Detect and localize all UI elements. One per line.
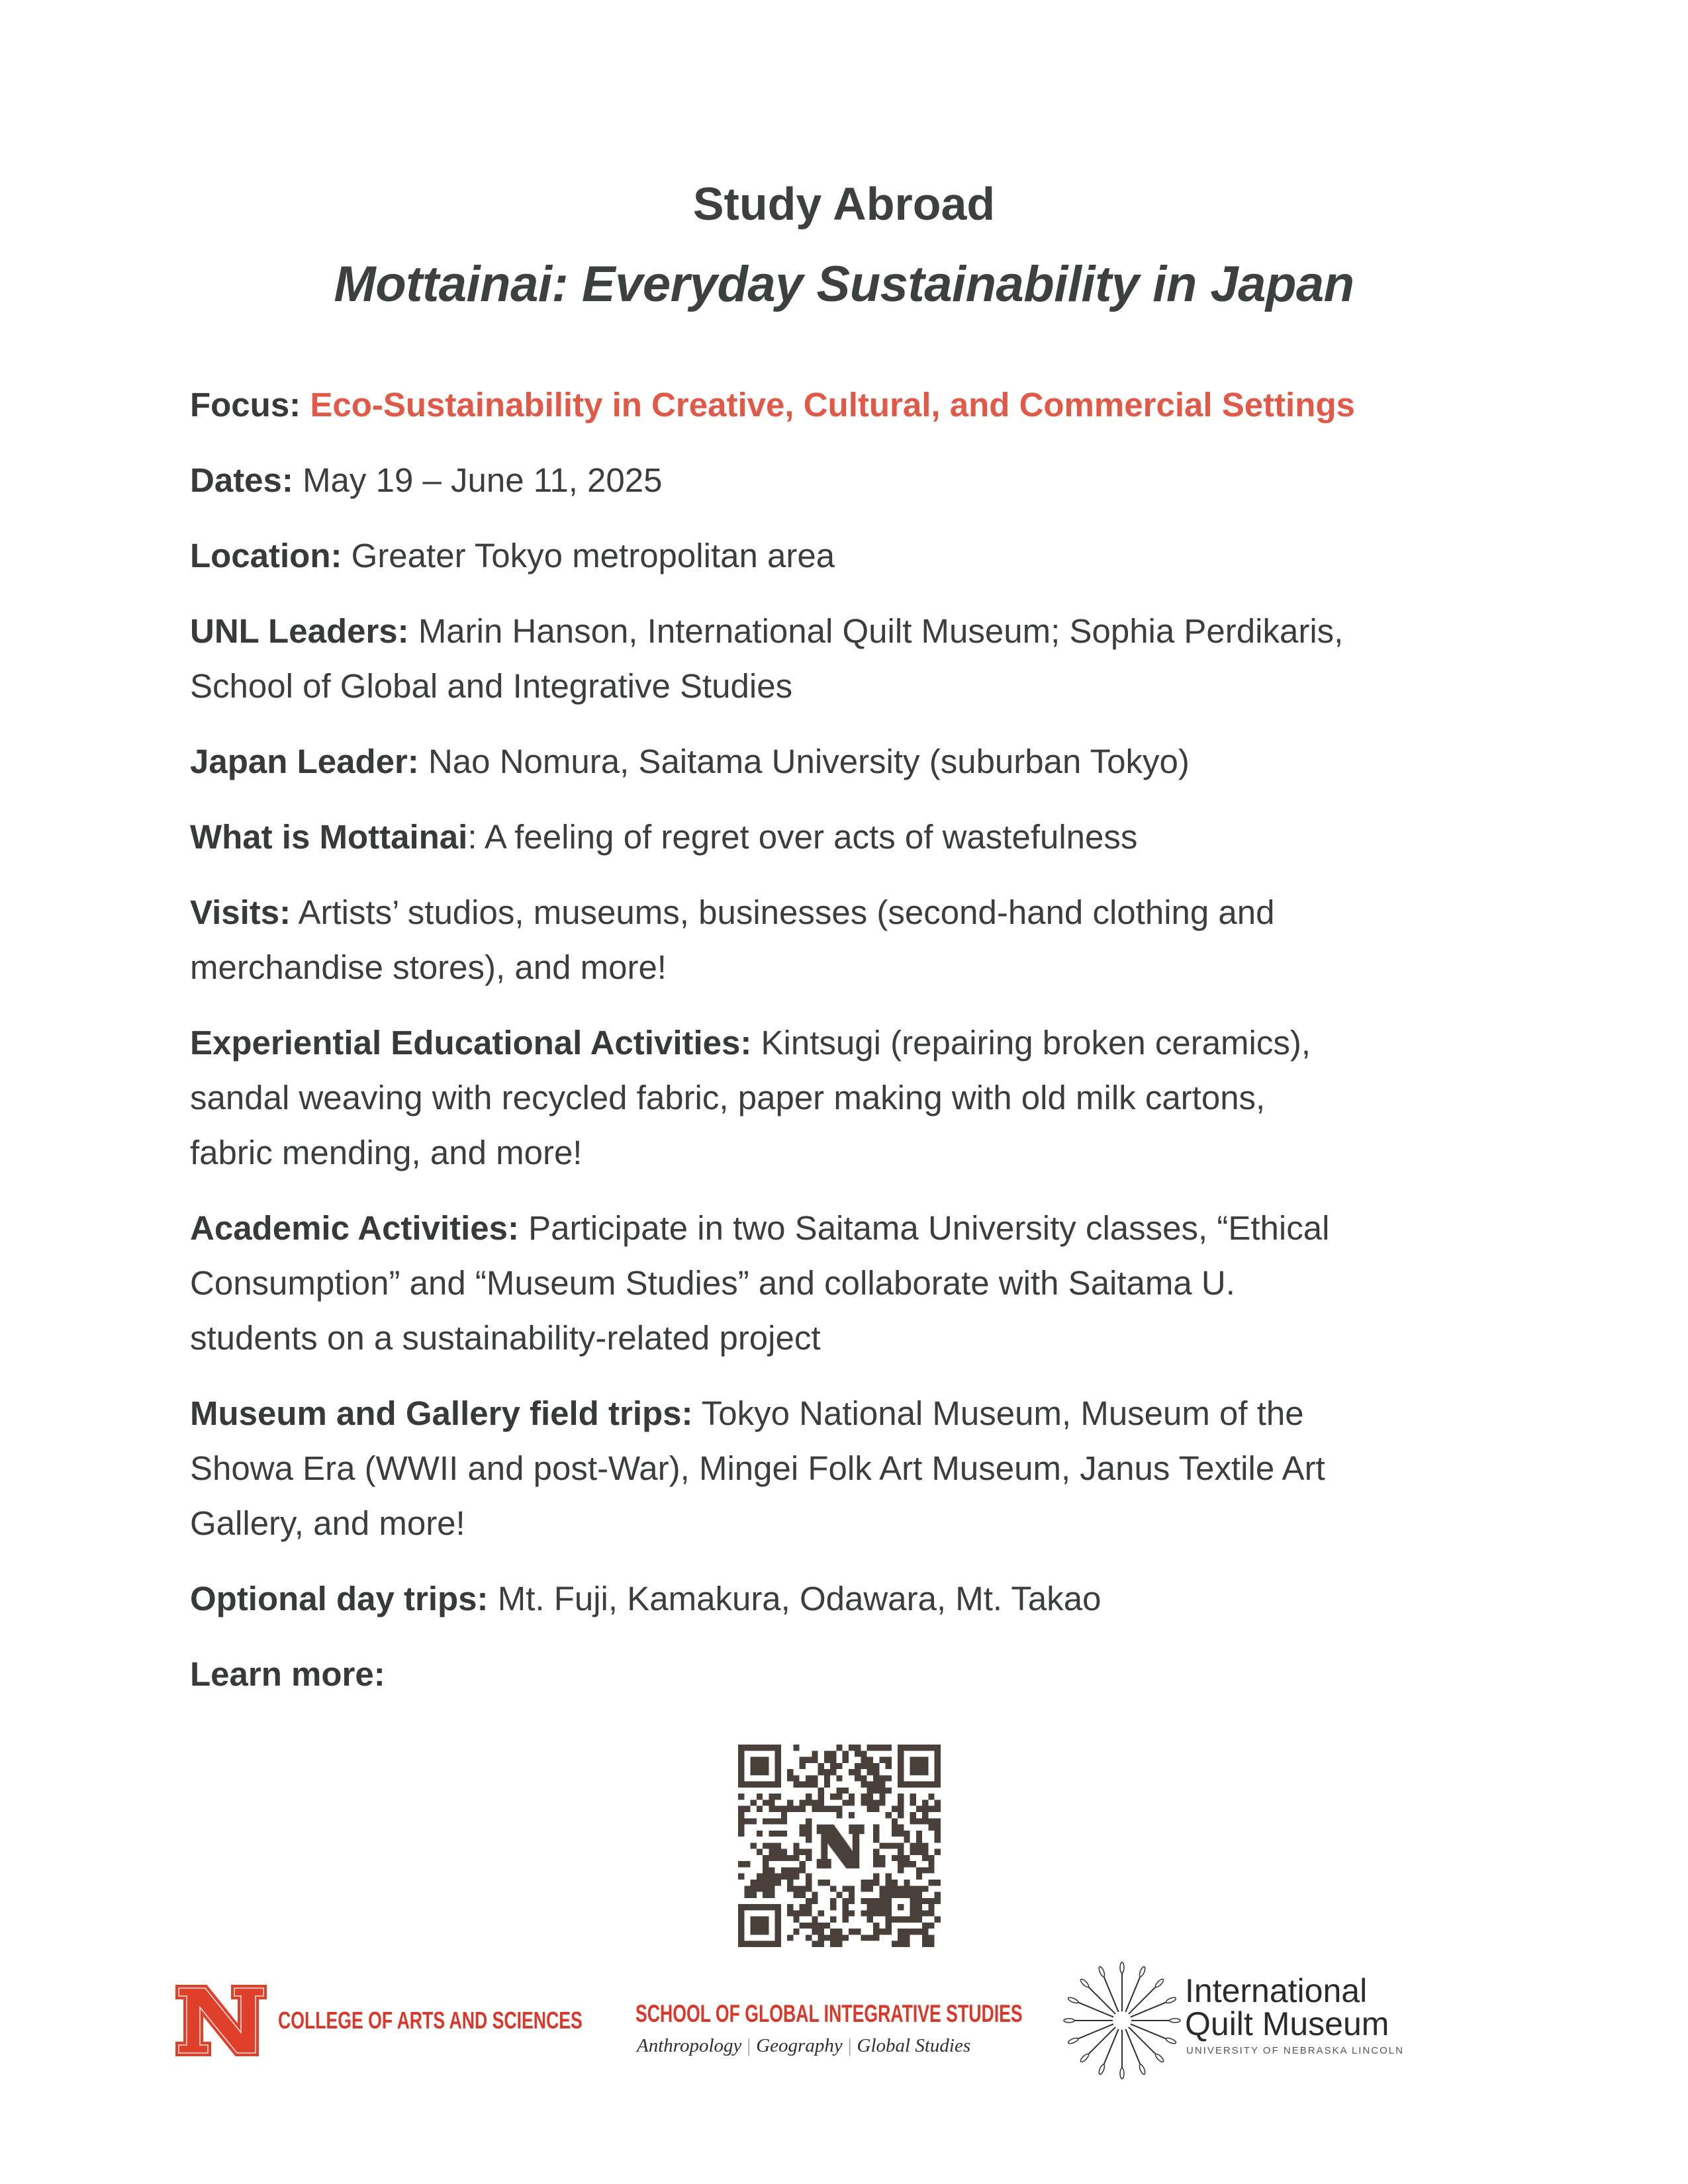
qr-code[interactable] <box>738 1745 941 1947</box>
detail-value: Showa Era (WWII and post-War), Mingei Folk Art Museum, Janus Textile Art <box>190 1449 1325 1487</box>
detail-label: Academic Activities: <box>190 1209 519 1247</box>
detail-line <box>190 940 1487 995</box>
detail-value: Nao Nomura, Saitama University (suburban Tokyo) <box>428 743 1190 780</box>
page-title: Study Abroad <box>692 178 996 230</box>
detail-item <box>190 885 1487 995</box>
needle <box>1080 1978 1117 2016</box>
detail-value: School of Global and Integrative Studies <box>190 667 793 705</box>
detail-value: students on a sustainability-related project <box>190 1319 821 1357</box>
detail-line <box>190 604 1487 659</box>
detail-item <box>190 734 1487 789</box>
detail-value: Marin Hanson, International Quilt Museum; Sophia Perdikaris, <box>418 612 1344 650</box>
needle <box>1130 1997 1177 2019</box>
detail-value: Kintsugi (repairing broken ceramics), <box>761 1024 1311 1062</box>
detail-line <box>190 1015 1487 1070</box>
sgis-label: SCHOOL OF GLOBAL INTEGRATIVE STUDIES <box>635 2000 1023 2027</box>
detail-label-suffix: : <box>467 818 477 856</box>
needle <box>1080 2026 1117 2064</box>
page-subtitle: Mottainai: Everyday Sustainability in Japan <box>334 256 1354 312</box>
qr-code-icon <box>738 1745 941 1947</box>
detail-value: A feeling of regret over acts of wastefulness <box>484 818 1138 856</box>
divider: | <box>747 2035 751 2056</box>
sgis-subjects <box>637 2035 970 2057</box>
detail-label: Museum and Gallery field trips: <box>190 1394 693 1432</box>
needle <box>1064 2019 1113 2023</box>
nebraska-n-logo <box>175 1984 267 2057</box>
program-details <box>190 377 1487 1702</box>
detail-line <box>190 1386 1487 1441</box>
subject-global-studies: Global Studies <box>857 2035 971 2056</box>
needle <box>1127 1978 1165 2016</box>
detail-label: Dates: <box>190 461 293 499</box>
needle <box>1120 1962 1124 2011</box>
needle <box>1127 2026 1165 2064</box>
detail-value: Participate in two Saitama University classes, “Ethical <box>528 1209 1330 1247</box>
detail-line <box>190 885 1487 940</box>
detail-value: Gallery, and more! <box>190 1504 465 1542</box>
quilt-museum-title-line2: Quilt Museum <box>1185 2005 1389 2042</box>
detail-line <box>190 453 1487 508</box>
detail-value: fabric mending, and more! <box>190 1134 583 1171</box>
quilt-museum-subtitle: UNIVERSITY OF NEBRASKA LINCOLN <box>1186 2045 1404 2056</box>
subject-geography: Geography <box>756 2035 843 2056</box>
detail-line <box>190 1255 1487 1310</box>
detail-item <box>190 453 1487 508</box>
detail-label: Japan Leader: <box>190 743 419 780</box>
detail-line <box>190 1647 1487 1702</box>
detail-value: Greater Tokyo metropolitan area <box>351 537 835 574</box>
detail-line <box>190 1441 1487 1496</box>
detail-label: Optional day trips: <box>190 1580 489 1617</box>
nebraska-n-icon <box>175 1984 267 2057</box>
quilt-museum-needle-burst-icon <box>1059 1958 1185 2083</box>
detail-value: Artists’ studios, museums, businesses (second-hand clothing and <box>298 893 1275 931</box>
detail-line <box>190 1310 1487 1365</box>
detail-line <box>190 1070 1487 1125</box>
detail-line <box>190 734 1487 789</box>
detail-value: Eco-Sustainability in Creative, Cultural, and Commercial Settings <box>310 386 1355 424</box>
detail-line <box>190 1201 1487 1255</box>
needle <box>1068 1997 1115 2019</box>
college-arts-sciences-label: COLLEGE OF ARTS AND SCIENCES <box>278 2007 583 2034</box>
detail-item <box>190 528 1487 583</box>
detail-line <box>190 659 1487 713</box>
needle <box>1124 1966 1147 2013</box>
detail-value: merchandise stores), and more! <box>190 948 667 986</box>
detail-line <box>190 377 1487 432</box>
detail-label: UNL Leaders: <box>190 612 409 650</box>
detail-label: What is Mottainai <box>190 818 468 856</box>
detail-item <box>190 1647 1487 1702</box>
detail-value: Consumption” and “Museum Studies” and collaborate with Saitama U. <box>190 1264 1235 1302</box>
needle <box>1120 2030 1124 2079</box>
needle <box>1130 2023 1177 2045</box>
qr-center-n-logo <box>814 1820 865 1872</box>
detail-value: May 19 – June 11, 2025 <box>303 461 663 499</box>
detail-value: Tokyo National Museum, Museum of the <box>701 1394 1304 1432</box>
detail-item <box>190 1386 1487 1551</box>
detail-line <box>190 528 1487 583</box>
detail-label: Visits: <box>190 893 291 931</box>
detail-label: Focus: <box>190 386 301 424</box>
detail-item <box>190 809 1487 864</box>
subject-anthropology: Anthropology <box>637 2035 742 2056</box>
detail-item <box>190 1201 1487 1365</box>
needle <box>1131 2019 1180 2023</box>
needle <box>1098 2028 1121 2075</box>
detail-label: Learn more: <box>190 1655 385 1693</box>
detail-line <box>190 1496 1487 1551</box>
quilt-museum-title-line1: International <box>1185 1972 1368 2009</box>
detail-value: sandal weaving with recycled fabric, paper making with old milk cartons, <box>190 1079 1266 1116</box>
detail-item <box>190 1015 1487 1180</box>
detail-line <box>190 809 1487 864</box>
needle <box>1124 2028 1147 2075</box>
detail-item <box>190 1571 1487 1626</box>
detail-line <box>190 1571 1487 1626</box>
detail-item <box>190 377 1487 432</box>
divider: | <box>847 2035 852 2056</box>
detail-item <box>190 604 1487 713</box>
detail-line <box>190 1125 1487 1180</box>
needle <box>1068 2023 1115 2045</box>
detail-value: Mt. Fuji, Kamakura, Odawara, Mt. Takao <box>497 1580 1102 1617</box>
detail-label: Location: <box>190 537 342 574</box>
detail-label: Experiential Educational Activities: <box>190 1024 752 1062</box>
needle <box>1098 1966 1121 2013</box>
